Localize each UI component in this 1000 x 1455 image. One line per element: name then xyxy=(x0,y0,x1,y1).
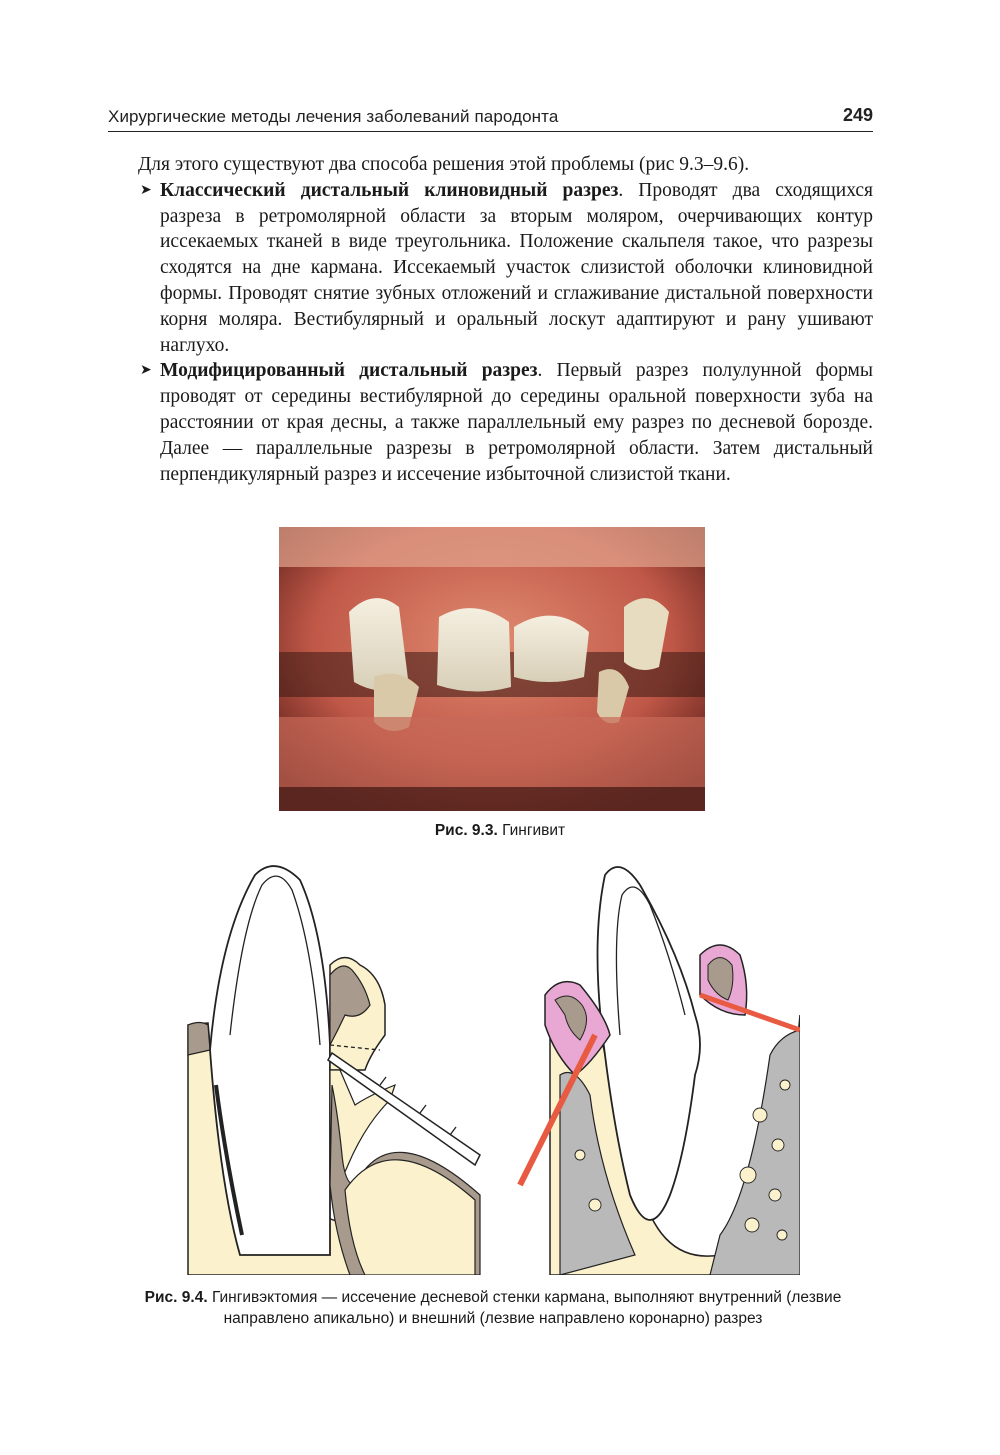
figure-9-4-label: Рис. 9.4. xyxy=(144,1289,208,1306)
bullet-modified-distal xyxy=(138,358,873,487)
bullet2-text: . Первый разрез полулунной формы проводят от середины вестибулярной до середины оральной поверхности зуба на расстоянии от края десны, а также параллельный ему разрез по десневой борозде. Далее — параллельные разрезы в ретромолярной области. Затем дистальный перпендикулярный разрез и иссечение избыточной слизистой ткани. xyxy=(160,360,873,485)
page-number: 249 xyxy=(842,105,873,125)
body-text xyxy=(138,152,873,487)
right-scheme xyxy=(520,867,800,1275)
figure-9-3-label: Рис. 9.3. xyxy=(434,822,498,839)
bullet2-term: Модифицированный дистальный разрез xyxy=(160,360,538,382)
bullet-arrow-icon: ➤ xyxy=(140,182,152,198)
internal-incision-line xyxy=(700,995,800,1030)
gingivitis-photo xyxy=(279,527,705,811)
gingivitis-photo-drawing xyxy=(279,527,705,811)
bullet-arrow-icon: ➤ xyxy=(140,363,152,379)
left-scheme xyxy=(188,866,480,1275)
gingivectomy-diagram xyxy=(180,855,800,1275)
bullet1-text: . Проводят два сходящихся разреза в ретромолярной области за вторым моляром, очерчивающих контур иссекаемых тканей в виде треугольника. Положение скальпеля такое, что разрезы сходятся на дне кармана. Иссекаемый участок слизистой оболочки клиновидной формы. Проводят снятие зубных отложений и сглаживание дистальной поверхности корня моляра. Вестибулярный и оральный лоскут адаптируют и рану ушивают наглухо. xyxy=(160,179,874,356)
gingivectomy-drawing xyxy=(180,855,800,1275)
bullet1-term: Классический дистальный клиновидный разрез xyxy=(160,179,619,201)
bullet-classic-wedge xyxy=(138,178,873,359)
figure-9-4-caption xyxy=(108,1287,878,1329)
intro-paragraph: Для этого существуют два способа решения этой проблемы (рис 9.3–9.6). xyxy=(138,154,750,175)
running-header xyxy=(108,103,873,132)
figure-9-4-text: Гингивэктомия — иссечение десневой стенки кармана, выполняют внутренний (лезвие направлено апикально) и внешний (лезвие направлено коронарно) разрез xyxy=(207,1289,842,1327)
figure-9-3-caption xyxy=(0,822,1000,840)
figure-9-3-text: Гингивит xyxy=(497,822,566,839)
running-title: Хирургические методы лечения заболеваний пародонта xyxy=(108,107,559,126)
